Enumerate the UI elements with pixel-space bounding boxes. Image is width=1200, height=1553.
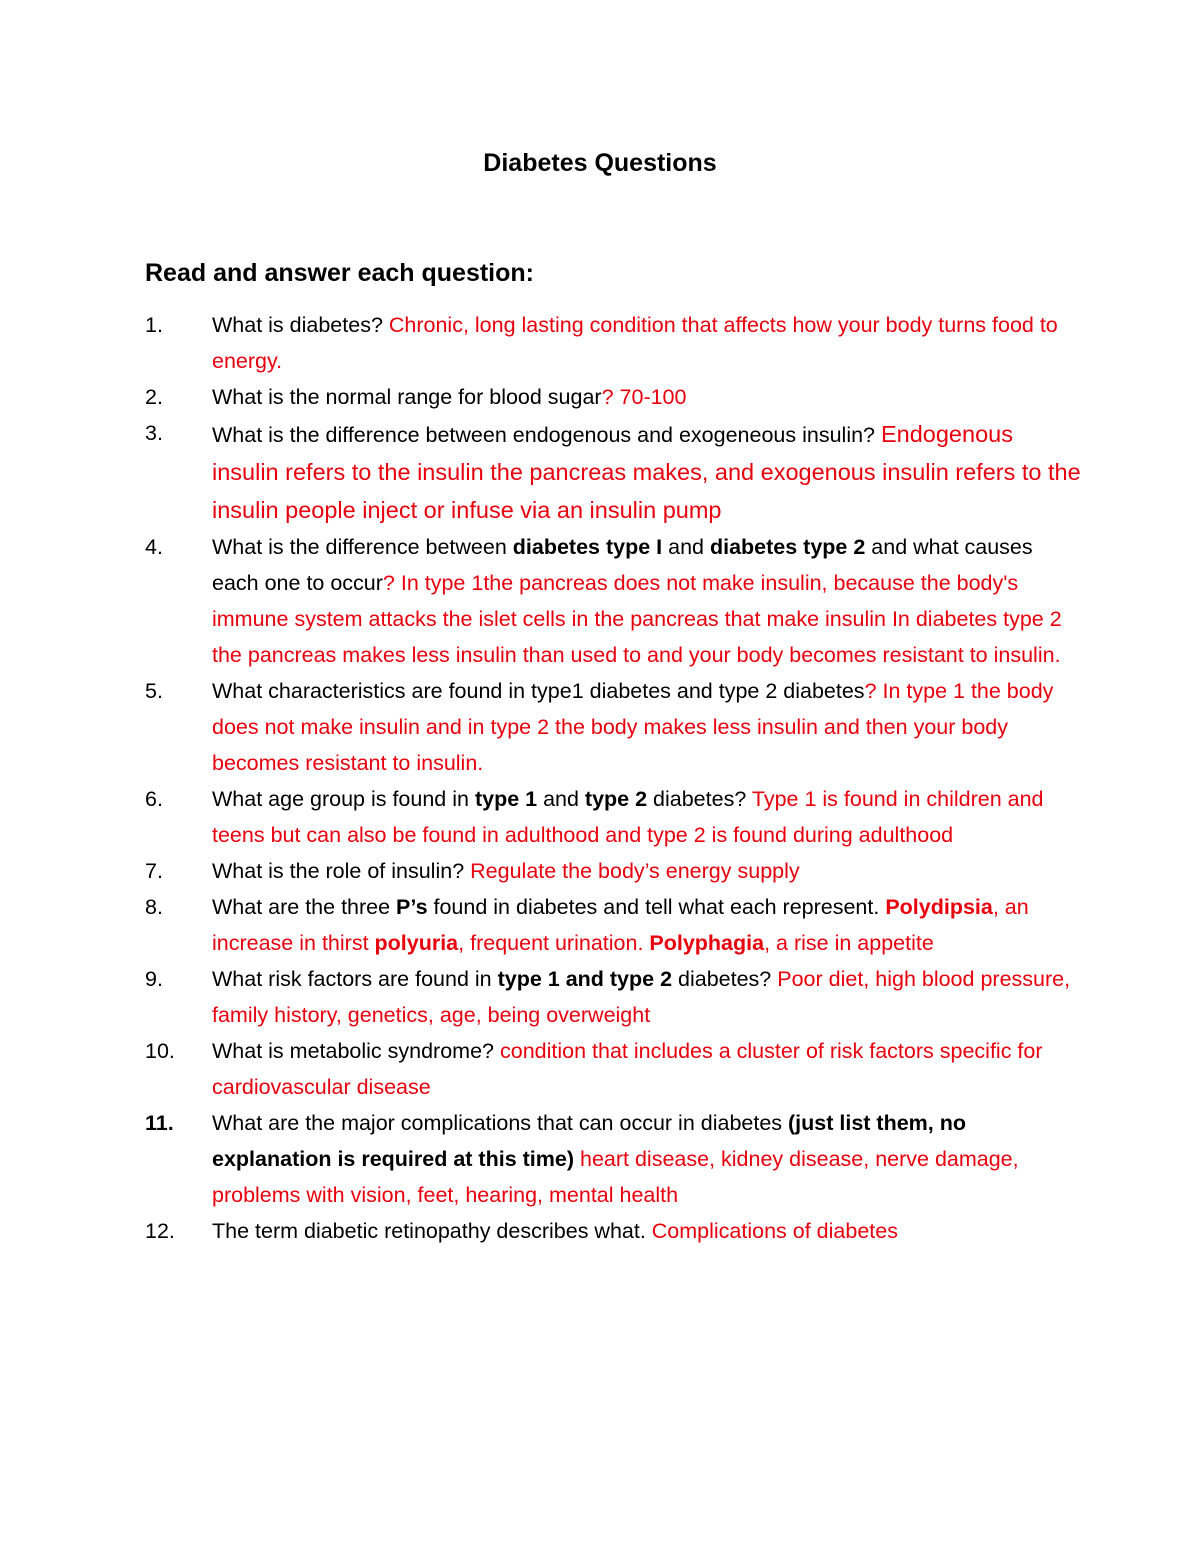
question-text: and what causes each one to occur — [212, 535, 1033, 595]
question-text: What age group is found in — [212, 787, 475, 811]
question-item-8 — [145, 889, 1085, 961]
question-text: What characteristics are found in type1 diabetes and type 2 diabetes — [212, 679, 865, 703]
answer-text: Regulate the body’s energy supply — [470, 859, 800, 883]
question-text: What are the major complications that can occur in diabetes — [212, 1111, 789, 1135]
question-text: The term diabetic retinopathy describes what. — [212, 1219, 652, 1243]
question-number: 11. — [145, 1111, 174, 1135]
answer-text: ? 70-100 — [601, 385, 687, 409]
question-text: What is the difference between — [212, 535, 513, 559]
answer-bold-term: Polyphagia — [649, 931, 765, 955]
question-number: 1. — [145, 313, 163, 337]
question-bold-term: diabetes type 2 — [709, 535, 866, 559]
question-bold-term: type 1 and type 2 — [497, 967, 673, 991]
question-number: 9. — [145, 967, 163, 991]
question-text: What is the role of insulin? — [212, 859, 471, 883]
question-text: What is the normal range for blood sugar — [212, 385, 602, 409]
question-number: 7. — [145, 859, 163, 883]
answer-text: Poor diet, high blood pressure, family history, genetics, age, being overweight — [212, 967, 1071, 1027]
question-bold-term: (just list them, no explanation is required at this time) — [212, 1111, 966, 1171]
question-text: found in diabetes and tell what each represent. — [427, 895, 886, 919]
question-number: 10. — [145, 1039, 175, 1063]
answer-text: , a rise in appetite — [764, 931, 934, 955]
question-item-2 — [145, 379, 1085, 415]
answer-text: , frequent urination. — [458, 931, 650, 955]
answer-text: ? In type 1the pancreas does not make insulin, because the body's immune system attacks the islet cells in the pancreas that make insulin In diabetes type 2 the pancreas makes less insulin than used to and your body becomes resistant to insulin. — [212, 571, 1062, 667]
question-item-4 — [145, 529, 1085, 673]
answer-text: Complications of diabetes — [651, 1219, 898, 1243]
answer-text: ? In type 1 the body does not make insulin and in type 2 the body makes less insulin and then your body becomes resistant to insulin. — [212, 679, 1054, 775]
question-number: 2. — [145, 385, 163, 409]
question-number: 3. — [145, 421, 163, 445]
question-item-6 — [145, 781, 1085, 853]
question-text: and — [662, 535, 710, 559]
question-bold-term: P’s — [396, 895, 428, 919]
question-text: diabetes? — [672, 967, 778, 991]
question-item-10 — [145, 1033, 1085, 1105]
answer-text: , an increase in thirst — [212, 895, 1029, 955]
answer-text: Chronic, long lasting condition that affects how your body turns food to energy. — [212, 313, 1058, 373]
question-text: diabetes? — [647, 787, 752, 811]
question-text: What is metabolic syndrome? — [212, 1039, 500, 1063]
question-bold-term: type 1 — [474, 787, 538, 811]
question-text: and — [537, 787, 585, 811]
answer-text: condition that includes a cluster of risk factors specific for cardiovascular disease — [212, 1039, 1043, 1099]
answer-text: heart disease, kidney disease, nerve damage, problems with vision, feet, hearing, mental health — [212, 1147, 1019, 1207]
question-number: 4. — [145, 535, 163, 559]
question-list — [145, 307, 1085, 1249]
question-number: 5. — [145, 679, 163, 703]
question-item-12 — [145, 1213, 1085, 1249]
question-item-5 — [145, 673, 1085, 781]
answer-bold-term: polyuria — [374, 931, 459, 955]
question-text: What are the three — [212, 895, 397, 919]
question-number: 6. — [145, 787, 163, 811]
answer-text: Type 1 is found in children and teens but can also be found in adulthood and type 2 is found during adulthood — [212, 787, 1044, 847]
question-item-3 — [145, 415, 1085, 529]
question-bold-term: type 2 — [584, 787, 648, 811]
question-bold-term: diabetes type I — [512, 535, 663, 559]
question-number: 8. — [145, 895, 163, 919]
question-text: What is the difference between endogenous and exogeneous insulin? — [212, 423, 881, 447]
instructions-heading: Read and answer each question: — [145, 259, 534, 287]
answer-text: Endogenous insulin refers to the insulin the pancreas makes, and exogenous insulin refers to the insulin people inject or infuse via an insulin pump — [212, 421, 1081, 523]
question-item-11 — [145, 1105, 1085, 1213]
page-title: Diabetes Questions — [483, 149, 717, 177]
question-item-9 — [145, 961, 1085, 1033]
question-item-1 — [145, 307, 1085, 379]
answer-bold-term: Polydipsia — [885, 895, 993, 919]
question-item-7 — [145, 853, 1085, 889]
question-text: What is diabetes? — [212, 313, 389, 337]
question-number: 12. — [145, 1219, 175, 1243]
question-text: What risk factors are found in — [212, 967, 498, 991]
